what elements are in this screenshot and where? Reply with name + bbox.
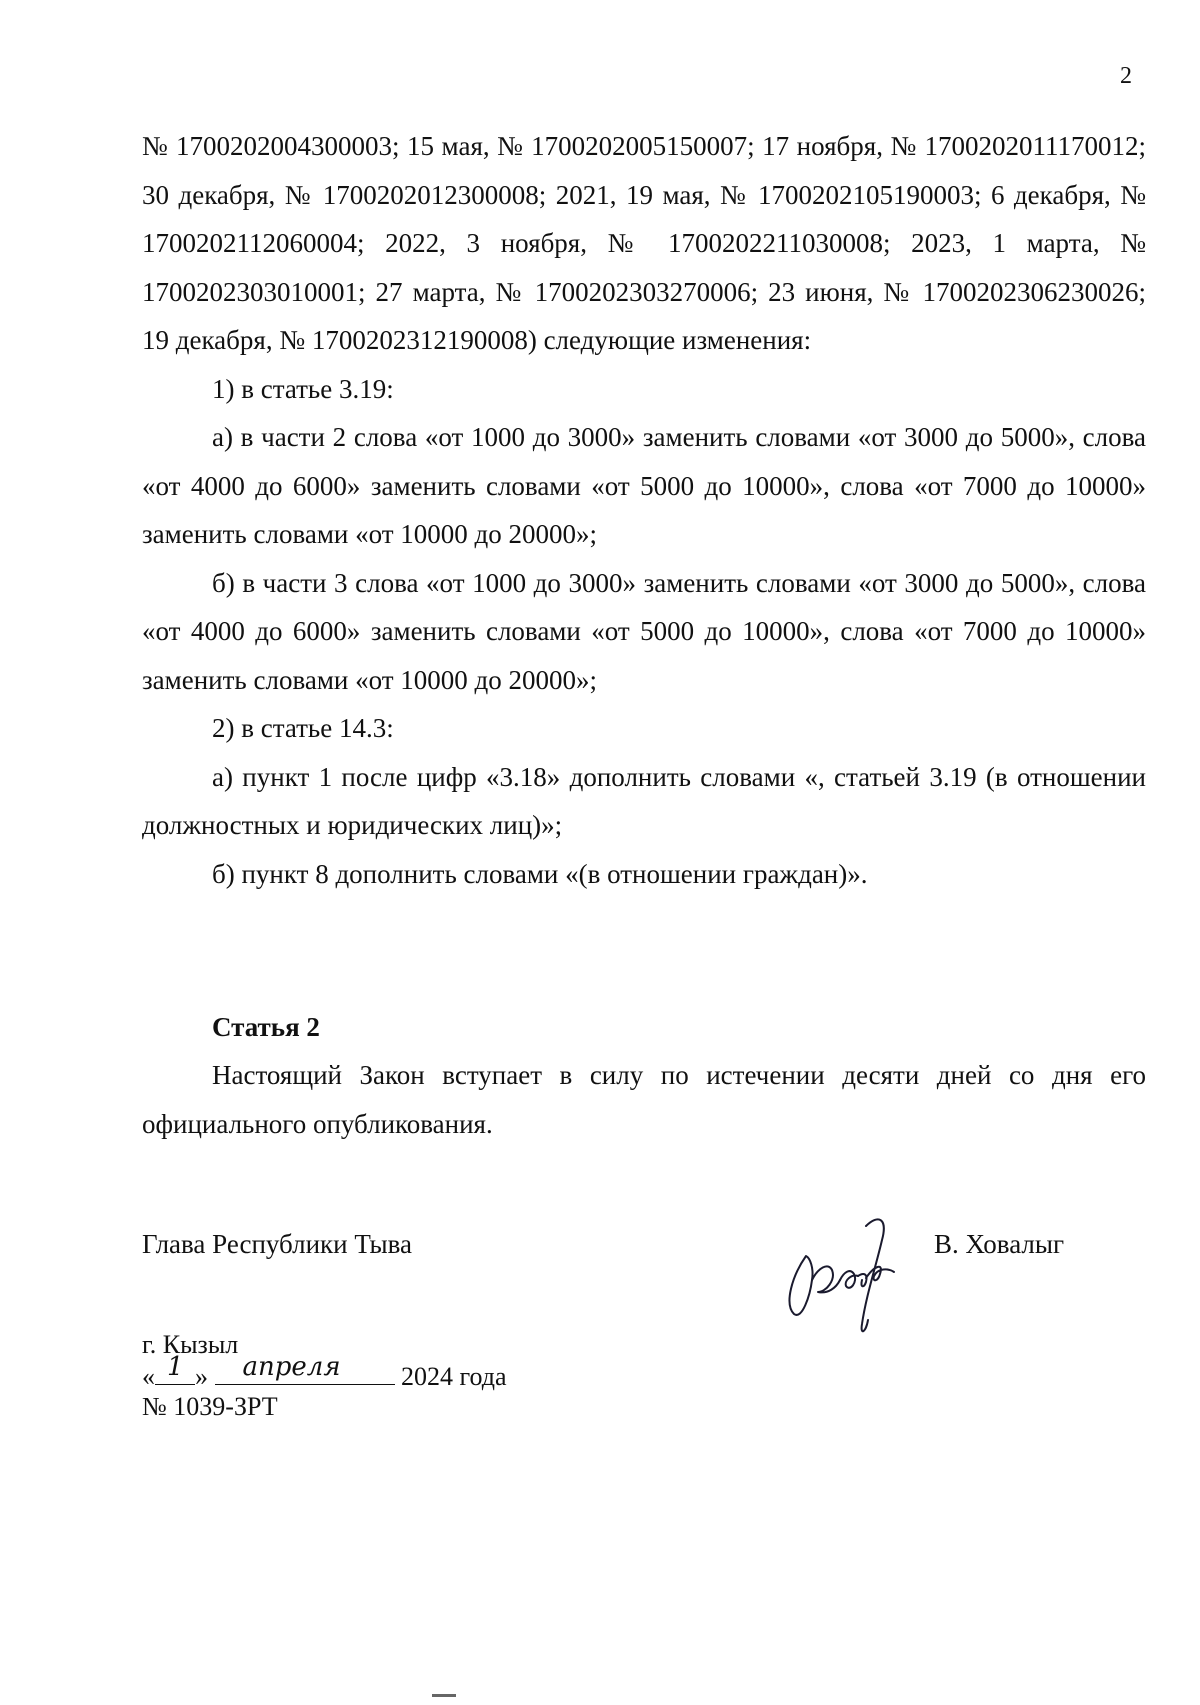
amendment-item-2: 2) в статье 14.3: <box>212 713 394 743</box>
year-text: 2024 года <box>401 1362 507 1391</box>
amendment-item-2a: а) пункт 1 после цифр «3.18» дополнить словами «, статьей 3.19 (в отношении должностных и юридических лиц)»; <box>142 761 1146 840</box>
open-quote: « <box>142 1362 155 1391</box>
amendment-item-1a: а) в части 2 слова «от 1000 до 3000» заменить словами «от 3000 до 5000», слова «от 4000 до 6000» заменить словами «от 5000 до 10000», слова «от 7000 до 10000» заменить словами «от 10000 до 20000»; <box>142 422 1146 549</box>
signatory-title: Глава Республики Тыва <box>142 1229 413 1259</box>
place-date-block <box>142 1330 507 1422</box>
law-number: № 1039-ЗРТ <box>142 1392 278 1421</box>
day-blank <box>155 1352 195 1385</box>
law-amendments-text <box>142 122 1146 898</box>
amendment-item-1b: б) в части 3 слова «от 1000 до 3000» заменить словами «от 3000 до 5000», слова «от 4000 до 6000» заменить словами «от 5000 до 10000», слова «от 7000 до 10000» заменить словами «от 10000 до 20000»; <box>142 567 1146 695</box>
amendment-paragraph: № 1700202004300003; 15 мая, № 1700202005150007; 17 ноября, № 1700202011170012; 30 декабря, № 1700202012300008; 2021, 19 мая, № 1700202105190003; 6 декабря, № 1700202112060004; 2022, 3 ноября, № 1700202211030008; 2023, 1 марта, № 1700202303010001; 27 марта, № 1700202303270006; 23 июня, № 1700202306230026; 19 декабря, № 1700202312190008) следующие изменения: <box>142 131 1146 355</box>
handwritten-day: 1 <box>167 1352 184 1382</box>
bottom-mark <box>432 1694 456 1697</box>
signatory-name: В. Ховалыг <box>934 1229 1065 1259</box>
month-blank <box>215 1352 395 1385</box>
page-number: 2 <box>1120 63 1132 89</box>
date-line <box>142 1352 507 1392</box>
city-line: г. Кызыл <box>142 1330 239 1359</box>
close-quote: » <box>195 1362 208 1391</box>
handwritten-month: апреля <box>242 1352 341 1382</box>
handwritten-signature <box>770 1196 920 1346</box>
article-text: Настоящий Закон вступает в силу по истечении десяти дней со дня его официального опубликования. <box>142 1060 1146 1139</box>
amendment-item-2b: б) пункт 8 дополнить словами «(в отношении граждан)». <box>212 858 868 889</box>
amendment-item-1: 1) в статье 3.19: <box>212 373 394 404</box>
article-heading: Статья 2 <box>212 1012 320 1042</box>
